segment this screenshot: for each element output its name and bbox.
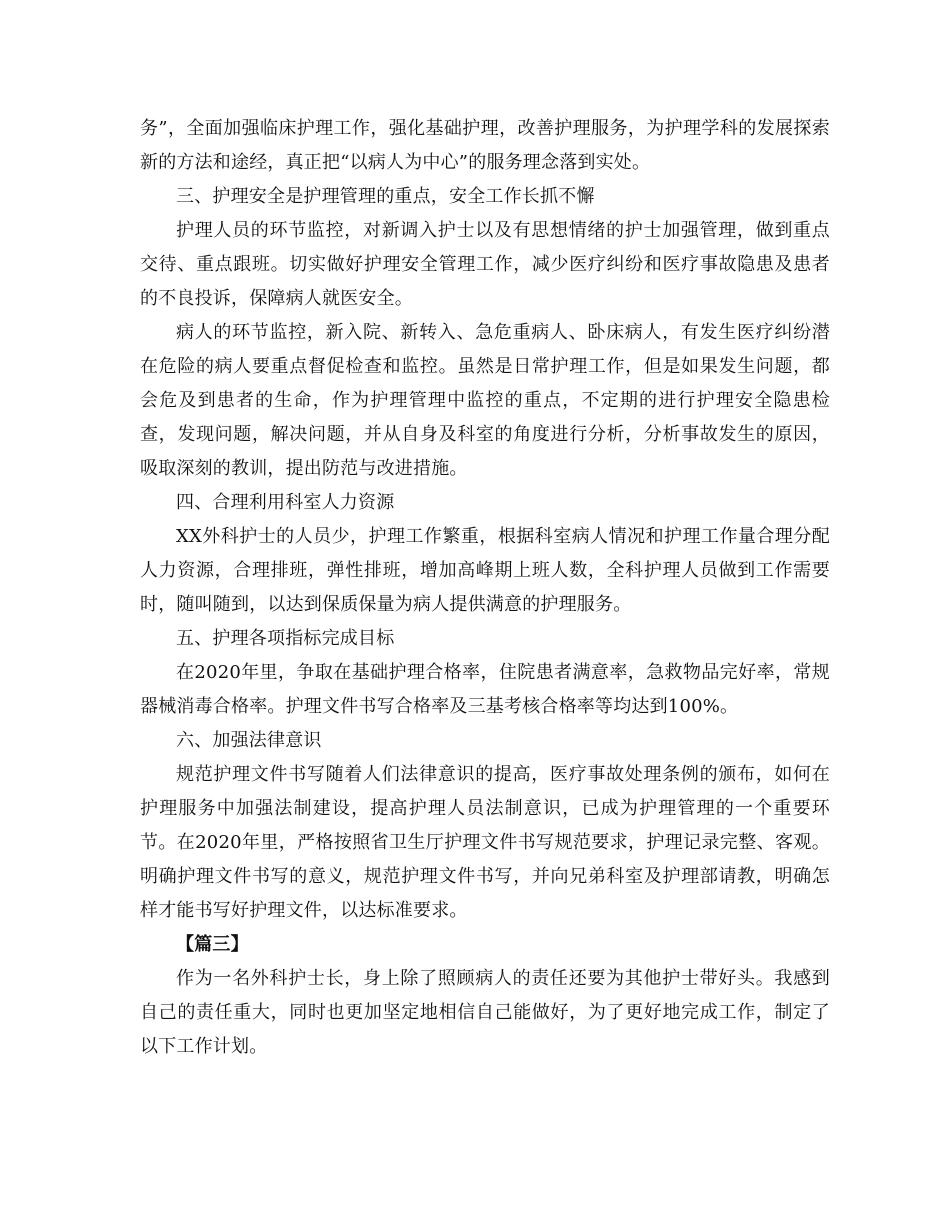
paragraph-head-nurse-plan: 作为一名外科护士长，身上除了照顾病人的责任还要为其他护士带好头。我感到自己的责任重大，同时也更加坚定地相信自己能做好，为了更好地完成工作，制定了以下工作计划。 [140,968,830,1057]
paragraph-legal-awareness: 规范护理文件书写随着人们法律意识的提高，医疗事故处理条例的颁布，如何在护理服务中加强法制建设，提高护理人员法制意识，已成为护理管理的一个重要环节。在2020年里，严格按照省卫生厅护理文件书写规范要求，护理记录完整、客观。明确护理文件书写的意义，规范护理文件书写，并向兄弟科室及护理部请教，明确怎样才能书写好护理文件，以达标准要求。 [140,764,830,921]
chapter-heading-part-three: 【篇三】 [176,934,249,955]
document-page [140,112,830,1064]
paragraph-human-resources: XX外科护士的人员少，护理工作繁重，根据科室病人情况和护理工作量合理分配人力资源，合理排班，弹性排班，增加高峰期上班人数，全科护理人员做到工作需要时，随叫随到，以达到保质保量为病人提供满意的护理服务。 [140,526,830,615]
section-heading-6: 六、加强法律意识 [176,730,322,751]
section-heading-5: 五、护理各项指标完成目标 [176,628,395,649]
paragraph-continuation: 务”，全面加强临床护理工作，强化基础护理，改善护理服务，为护理学科的发展探索新的方法和途经，真正把“以病人为中心”的服务理念落到实处。 [140,118,830,173]
paragraph-patient-monitoring: 病人的环节监控，新入院、新转入、急危重病人、卧床病人，有发生医疗纠纷潜在危险的病人要重点督促检查和监控。虽然是日常护理工作，但是如果发生问题，都会危及到患者的生命，作为护理管理中监控的重点，不定期的进行护理安全隐患检查，发现问题，解决问题，并从自身及科室的角度进行分析，分析事故发生的原因，吸取深刻的教训，提出防范与改进措施。 [140,322,830,479]
paragraph-indicators: 在2020年里，争取在基础护理合格率，住院患者满意率，急救物品完好率，常规器械消毒合格率。护理文件书写合格率及三基考核合格率等均达到100%。 [140,662,830,717]
section-heading-4: 四、合理利用科室人力资源 [176,492,395,513]
section-heading-3: 三、护理安全是护理管理的重点，安全工作长抓不懈 [176,186,595,207]
paragraph-staff-monitoring: 护理人员的环节监控，对新调入护士以及有思想情绪的护士加强管理，做到重点交待、重点跟班。切实做好护理安全管理工作，减少医疗纠纷和医疗事故隐患及患者的不良投诉，保障病人就医安全。 [140,220,830,309]
